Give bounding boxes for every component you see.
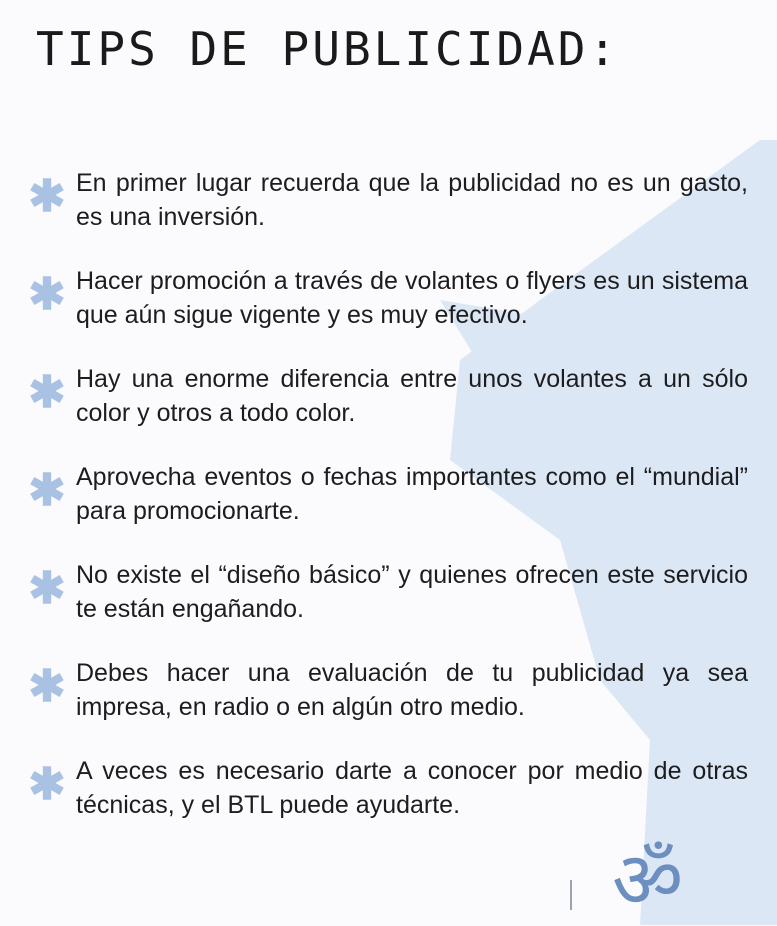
asterisk-icon (26, 174, 68, 216)
tip-text: Hay una enorme diferencia entre unos volantes a un sólo color y otros a todo color. (76, 365, 748, 427)
asterisk-icon (26, 272, 68, 314)
list-item (0, 362, 777, 442)
list-item (0, 656, 777, 736)
tip-text: No existe el “diseño básico” y quienes ofrecen este servicio te están engañando. (76, 561, 748, 623)
asterisk-icon (26, 468, 68, 510)
om-symbol-icon: ॐ (612, 836, 684, 926)
asterisk-icon (26, 664, 68, 706)
list-item (0, 166, 777, 246)
asterisk-icon (26, 762, 68, 804)
tip-text: Debes hacer una evaluación de tu publicidad ya sea impresa, en radio o en algún otro medio. (76, 659, 748, 721)
asterisk-icon (26, 566, 68, 608)
list-item (0, 460, 777, 540)
list-item (0, 558, 777, 638)
list-item (0, 264, 777, 344)
list-item (0, 754, 777, 834)
asterisk-icon (26, 370, 68, 412)
tip-text: Aprovecha eventos o fechas importantes como el “mundial” para promocionarte. (76, 463, 748, 525)
tip-text: Hacer promoción a través de volantes o flyers es un sistema que aún sigue vigente y es muy efectivo. (76, 267, 748, 329)
tip-text: A veces es necesario darte a conocer por medio de otras técnicas, y el BTL puede ayudarte. (76, 757, 748, 819)
page-edge-line (570, 880, 572, 910)
page-title: TIPS DE PUBLICIDAD: (36, 22, 620, 76)
tip-text: En primer lugar recuerda que la publicidad no es un gasto, es una inversión. (76, 169, 748, 231)
